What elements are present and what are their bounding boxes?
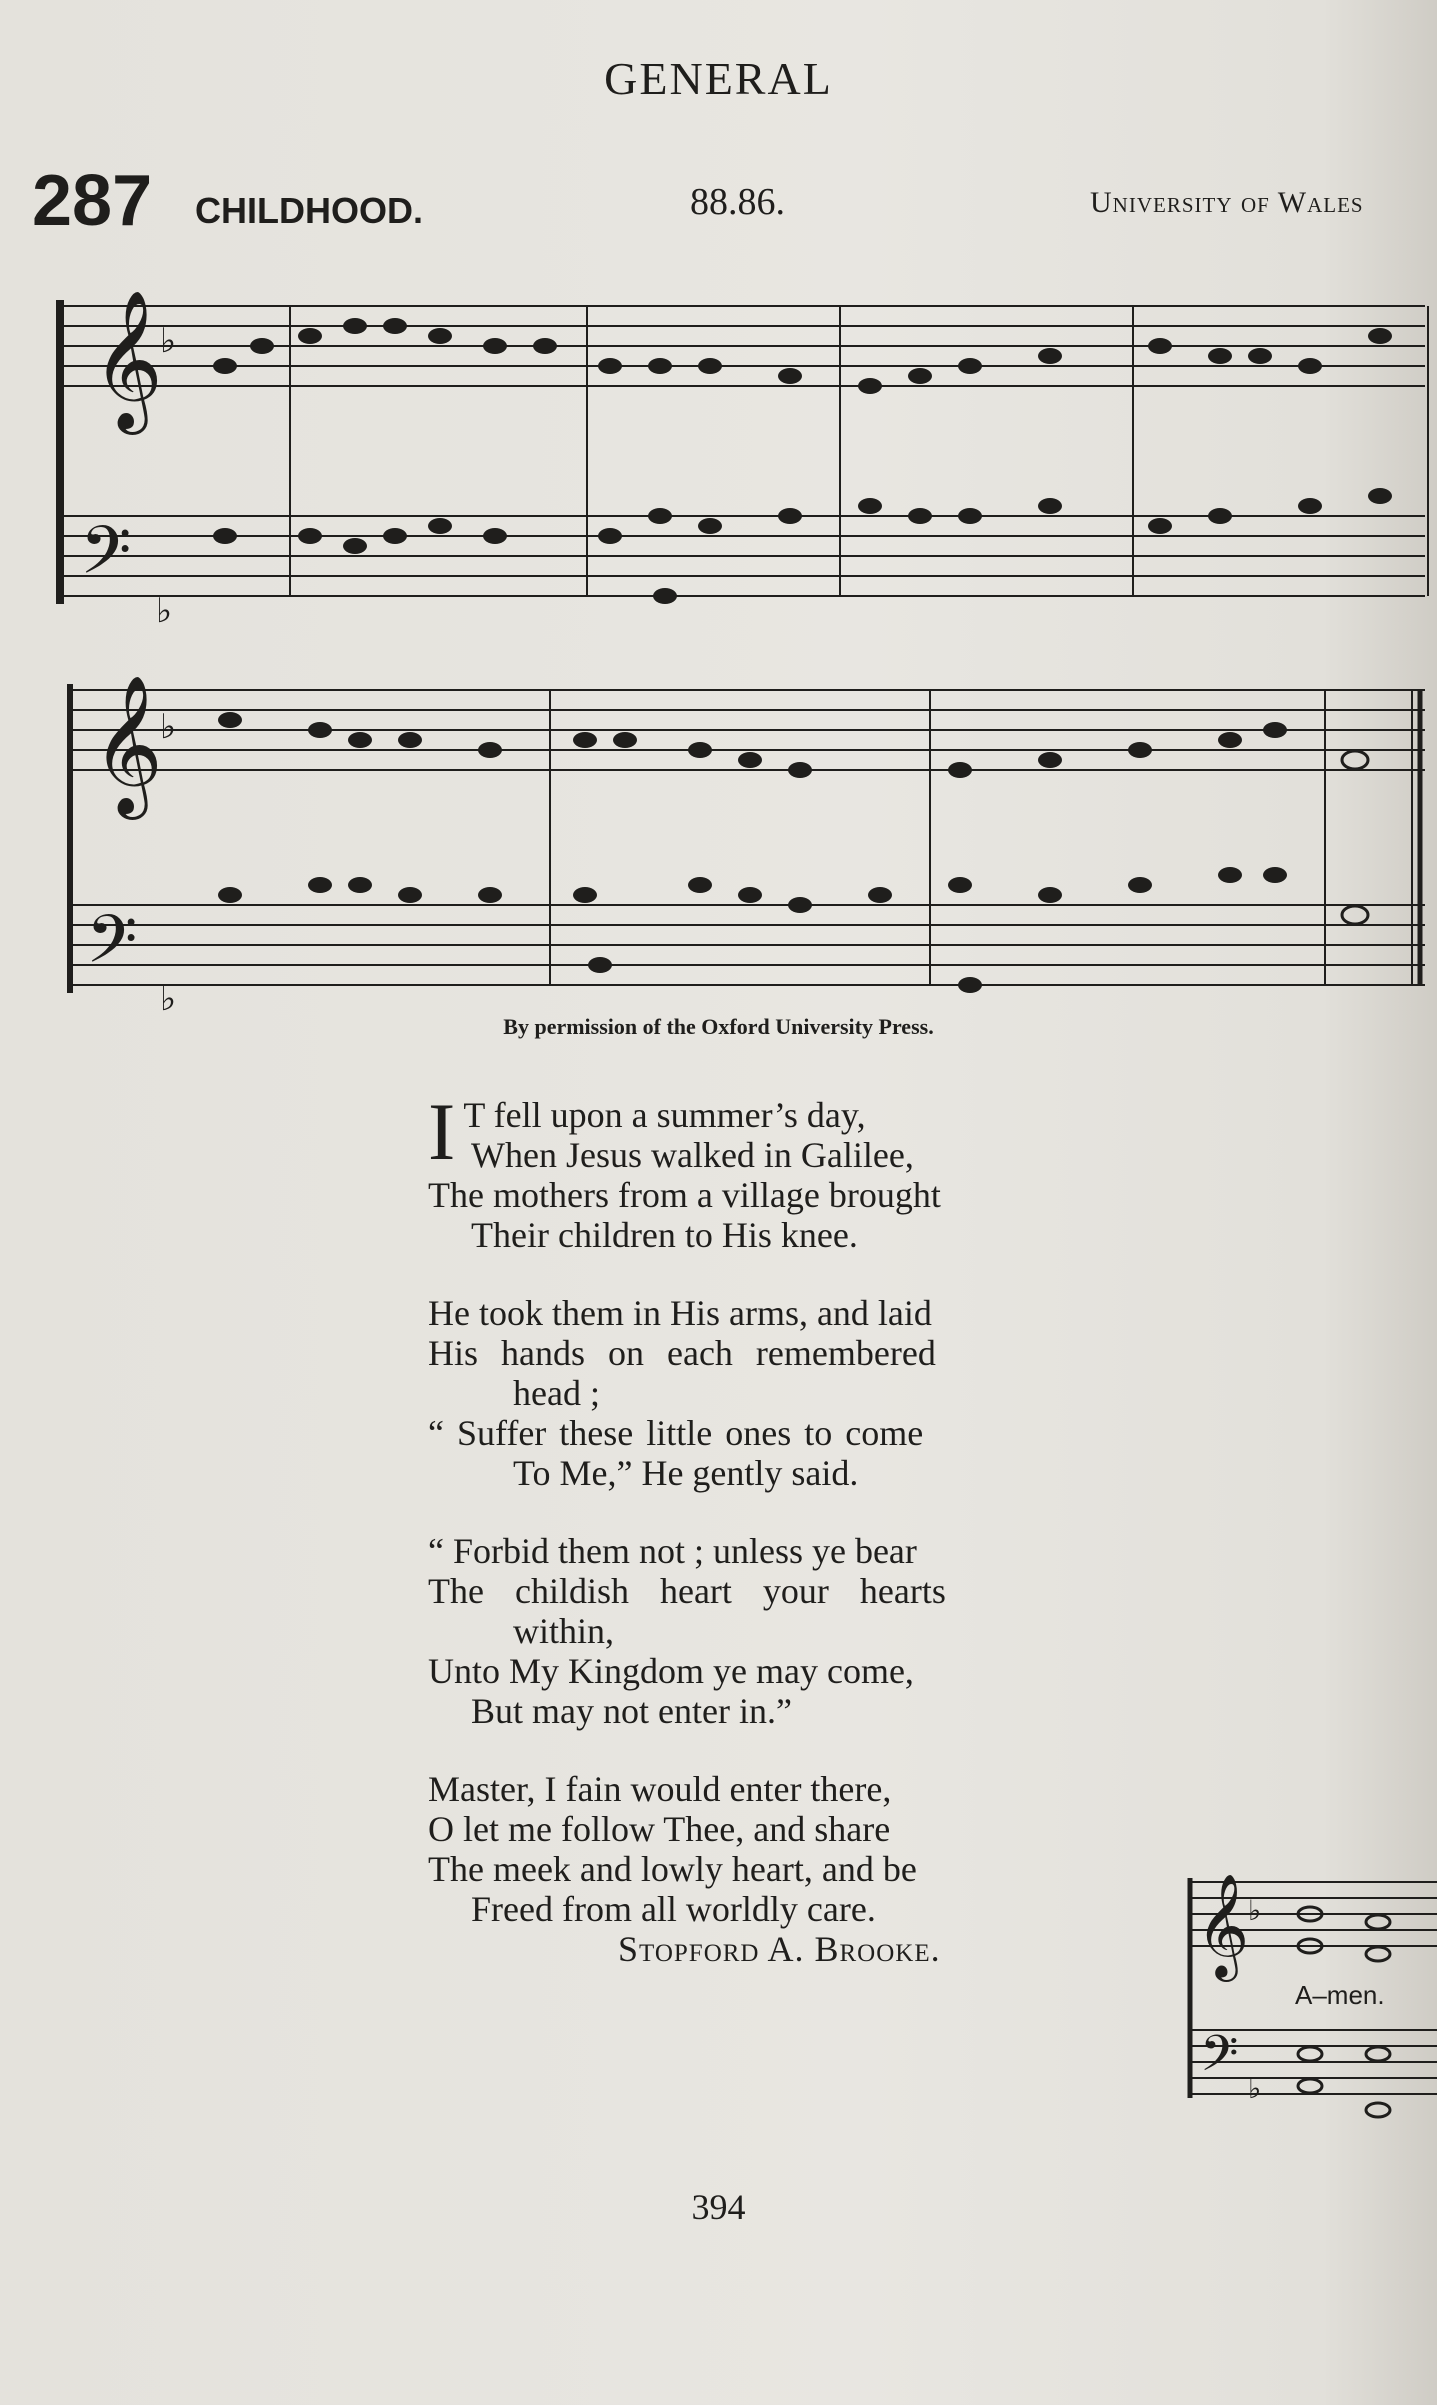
lyric-line: “ Suffer these little ones to come [428,1413,924,1453]
svg-text:♭: ♭ [160,979,177,1019]
lyric-line: His hands on each remembered [428,1333,936,1373]
lyric-line: “ Forbid them not ; unless ye bear [428,1531,917,1571]
hymn-number: 287 [32,161,153,241]
bass-staff-2 [70,905,1425,985]
lyric-line: He took them in His arms, and laid [428,1293,932,1333]
lyric-line: T fell upon a summer’s day, [463,1095,866,1135]
svg-text:𝄢: 𝄢 [1200,2025,1239,2095]
lyric-line: O let me follow Thee, and share [428,1809,891,1849]
lyric-line: Master, I fain would enter there, [428,1769,892,1809]
lyric-line: head ; [513,1373,600,1413]
svg-text:♭: ♭ [1248,2072,1262,2105]
stanza-2 [428,1293,1088,1493]
stanza-1 [428,1086,1088,1255]
amen-label: A–men. [1295,1980,1385,2010]
notes-system-2 [218,712,1368,993]
svg-text:𝄢: 𝄢 [80,512,132,605]
meter: 88.86. [690,181,785,223]
tune-name: CHILDHOOD. [195,190,423,231]
svg-text:𝄞: 𝄞 [92,675,163,814]
stanza-3 [428,1531,1088,1731]
system-2 [70,675,1425,1019]
lyric-line: The childish heart your hearts [428,1571,946,1611]
lyric-line: within, [513,1611,615,1651]
lyric-line: The meek and lowly heart, and be [428,1849,917,1889]
svg-text:♭: ♭ [160,321,177,361]
lyric-line: The mothers from a village brought [428,1175,941,1215]
svg-text:♭: ♭ [160,707,177,747]
svg-text:𝄢: 𝄢 [86,901,138,994]
hymn-author: Stopford A. Brooke. [618,1929,941,1969]
lyric-line: But may not enter in.” [471,1691,792,1731]
permission-note: By permission of the Oxford University Press. [503,1014,934,1039]
lyric-line: Their children to His knee. [471,1215,858,1255]
svg-text:♭: ♭ [1248,1894,1262,1927]
bass-staff-1 [60,516,1425,596]
svg-text:♭: ♭ [156,591,173,631]
lyric-line: To Me,” He gently said. [513,1453,859,1493]
notes-system-1 [213,318,1392,604]
lyric-line: When Jesus walked in Galilee, [471,1135,914,1175]
hymn-lyrics [428,1086,1088,1969]
svg-text:𝄞: 𝄞 [1196,1873,1250,1978]
composer: University of Wales [1090,186,1364,219]
stanza-4 [428,1769,1088,1969]
svg-text:𝄞: 𝄞 [92,290,163,429]
page-number: 394 [691,2187,746,2227]
lyric-line: Freed from all worldly care. [471,1889,876,1929]
lyric-line: Unto My Kingdom ye may come, [428,1651,914,1691]
system-1 [60,290,1428,631]
drop-cap: I [428,1086,456,1177]
section-title: GENERAL [604,53,833,104]
